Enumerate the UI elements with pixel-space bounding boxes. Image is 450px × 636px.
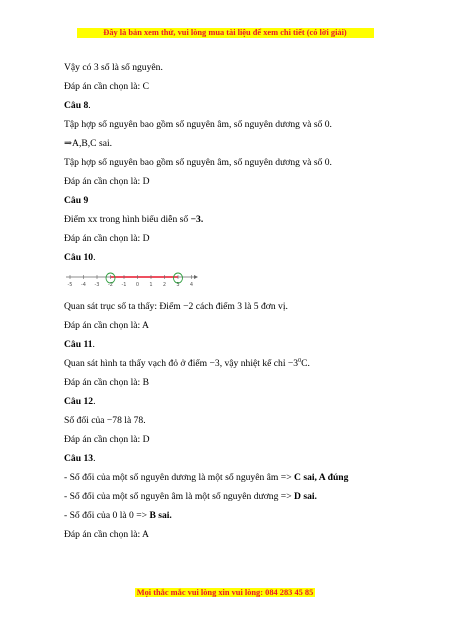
- number-line-figure: [64, 271, 404, 289]
- tick-label: -3: [94, 282, 100, 288]
- text-line: Quan sát trục số ta thấy: Điểm −2 cách điểm 3 là 5 đơn vị.: [64, 301, 288, 312]
- text-line: Vậy có 3 số là số nguyên.: [64, 62, 163, 73]
- tick-label: 2: [162, 282, 167, 288]
- text-line: Điểm xx trong hình biểu diễn số −3.: [64, 214, 204, 225]
- number-line-svg: [64, 271, 199, 289]
- tick-label: -2: [108, 282, 113, 288]
- answer-line: Đáp án cần chọn là: B: [64, 377, 149, 388]
- text-line: Tập hợp số nguyên bao gồm số nguyên âm, số nguyên dương và số 0.: [64, 119, 332, 130]
- question-heading-11: Câu 11.: [64, 339, 95, 350]
- text-line: - Số đối của một số nguyên âm là một số nguyên dương => D sai.: [64, 491, 317, 502]
- text-line: ⇒A,B,C sai.: [64, 138, 113, 149]
- text-line: - Số đối của một số nguyên dương là một số nguyên âm => C sai, A đúng: [64, 472, 349, 483]
- text-line: Tập hợp số nguyên bao gồm số nguyên âm, số nguyên dương và số 0.: [64, 157, 332, 168]
- question-heading-13: Câu 13.: [64, 453, 96, 464]
- contact-footer: Mọi thắc mắc vui lòng xin vui lòng: 084 283 45 85: [136, 588, 314, 597]
- question-heading-8: Câu 8.: [64, 100, 91, 111]
- preview-banner: Đây là bản xem thử, vui lòng mua tài liệu để xem chi tiết (có lời giải): [0, 27, 450, 39]
- text-line: - Số đối của 0 là 0 => B sai.: [64, 510, 172, 521]
- tick-label: 1: [149, 282, 153, 288]
- question-heading-10: Câu 10.: [64, 252, 96, 263]
- tick-label: 4: [189, 282, 194, 288]
- tick-label: 3: [176, 282, 180, 288]
- tick-label: -1: [121, 282, 127, 288]
- answer-line: Đáp án cần chọn là: D: [64, 176, 150, 187]
- answer-line: Đáp án cần chọn là: D: [64, 434, 150, 445]
- answer-line: Đáp án cần chọn là: A: [64, 320, 149, 331]
- tick-label: -4: [81, 282, 86, 288]
- question-heading-9: Câu 9: [64, 195, 89, 206]
- answer-line: Đáp án cần chọn là: D: [64, 233, 150, 244]
- answer-line: Đáp án cần chọn là: A: [64, 529, 149, 540]
- tick-label: -5: [67, 282, 73, 288]
- answer-line: Đáp án cần chọn là: C: [64, 81, 149, 92]
- text-line: Quan sát hình ta thấy vạch đỏ ở điểm −3, vậy nhiệt kế chỉ $-3^0C$.: [64, 357, 310, 369]
- text-line: Số đối của −78 là 78.: [64, 415, 146, 426]
- document-body: [64, 62, 404, 548]
- tick-label: 0: [135, 282, 140, 288]
- axis-arrow-icon: [194, 275, 198, 279]
- question-heading-12: Câu 12.: [64, 396, 96, 407]
